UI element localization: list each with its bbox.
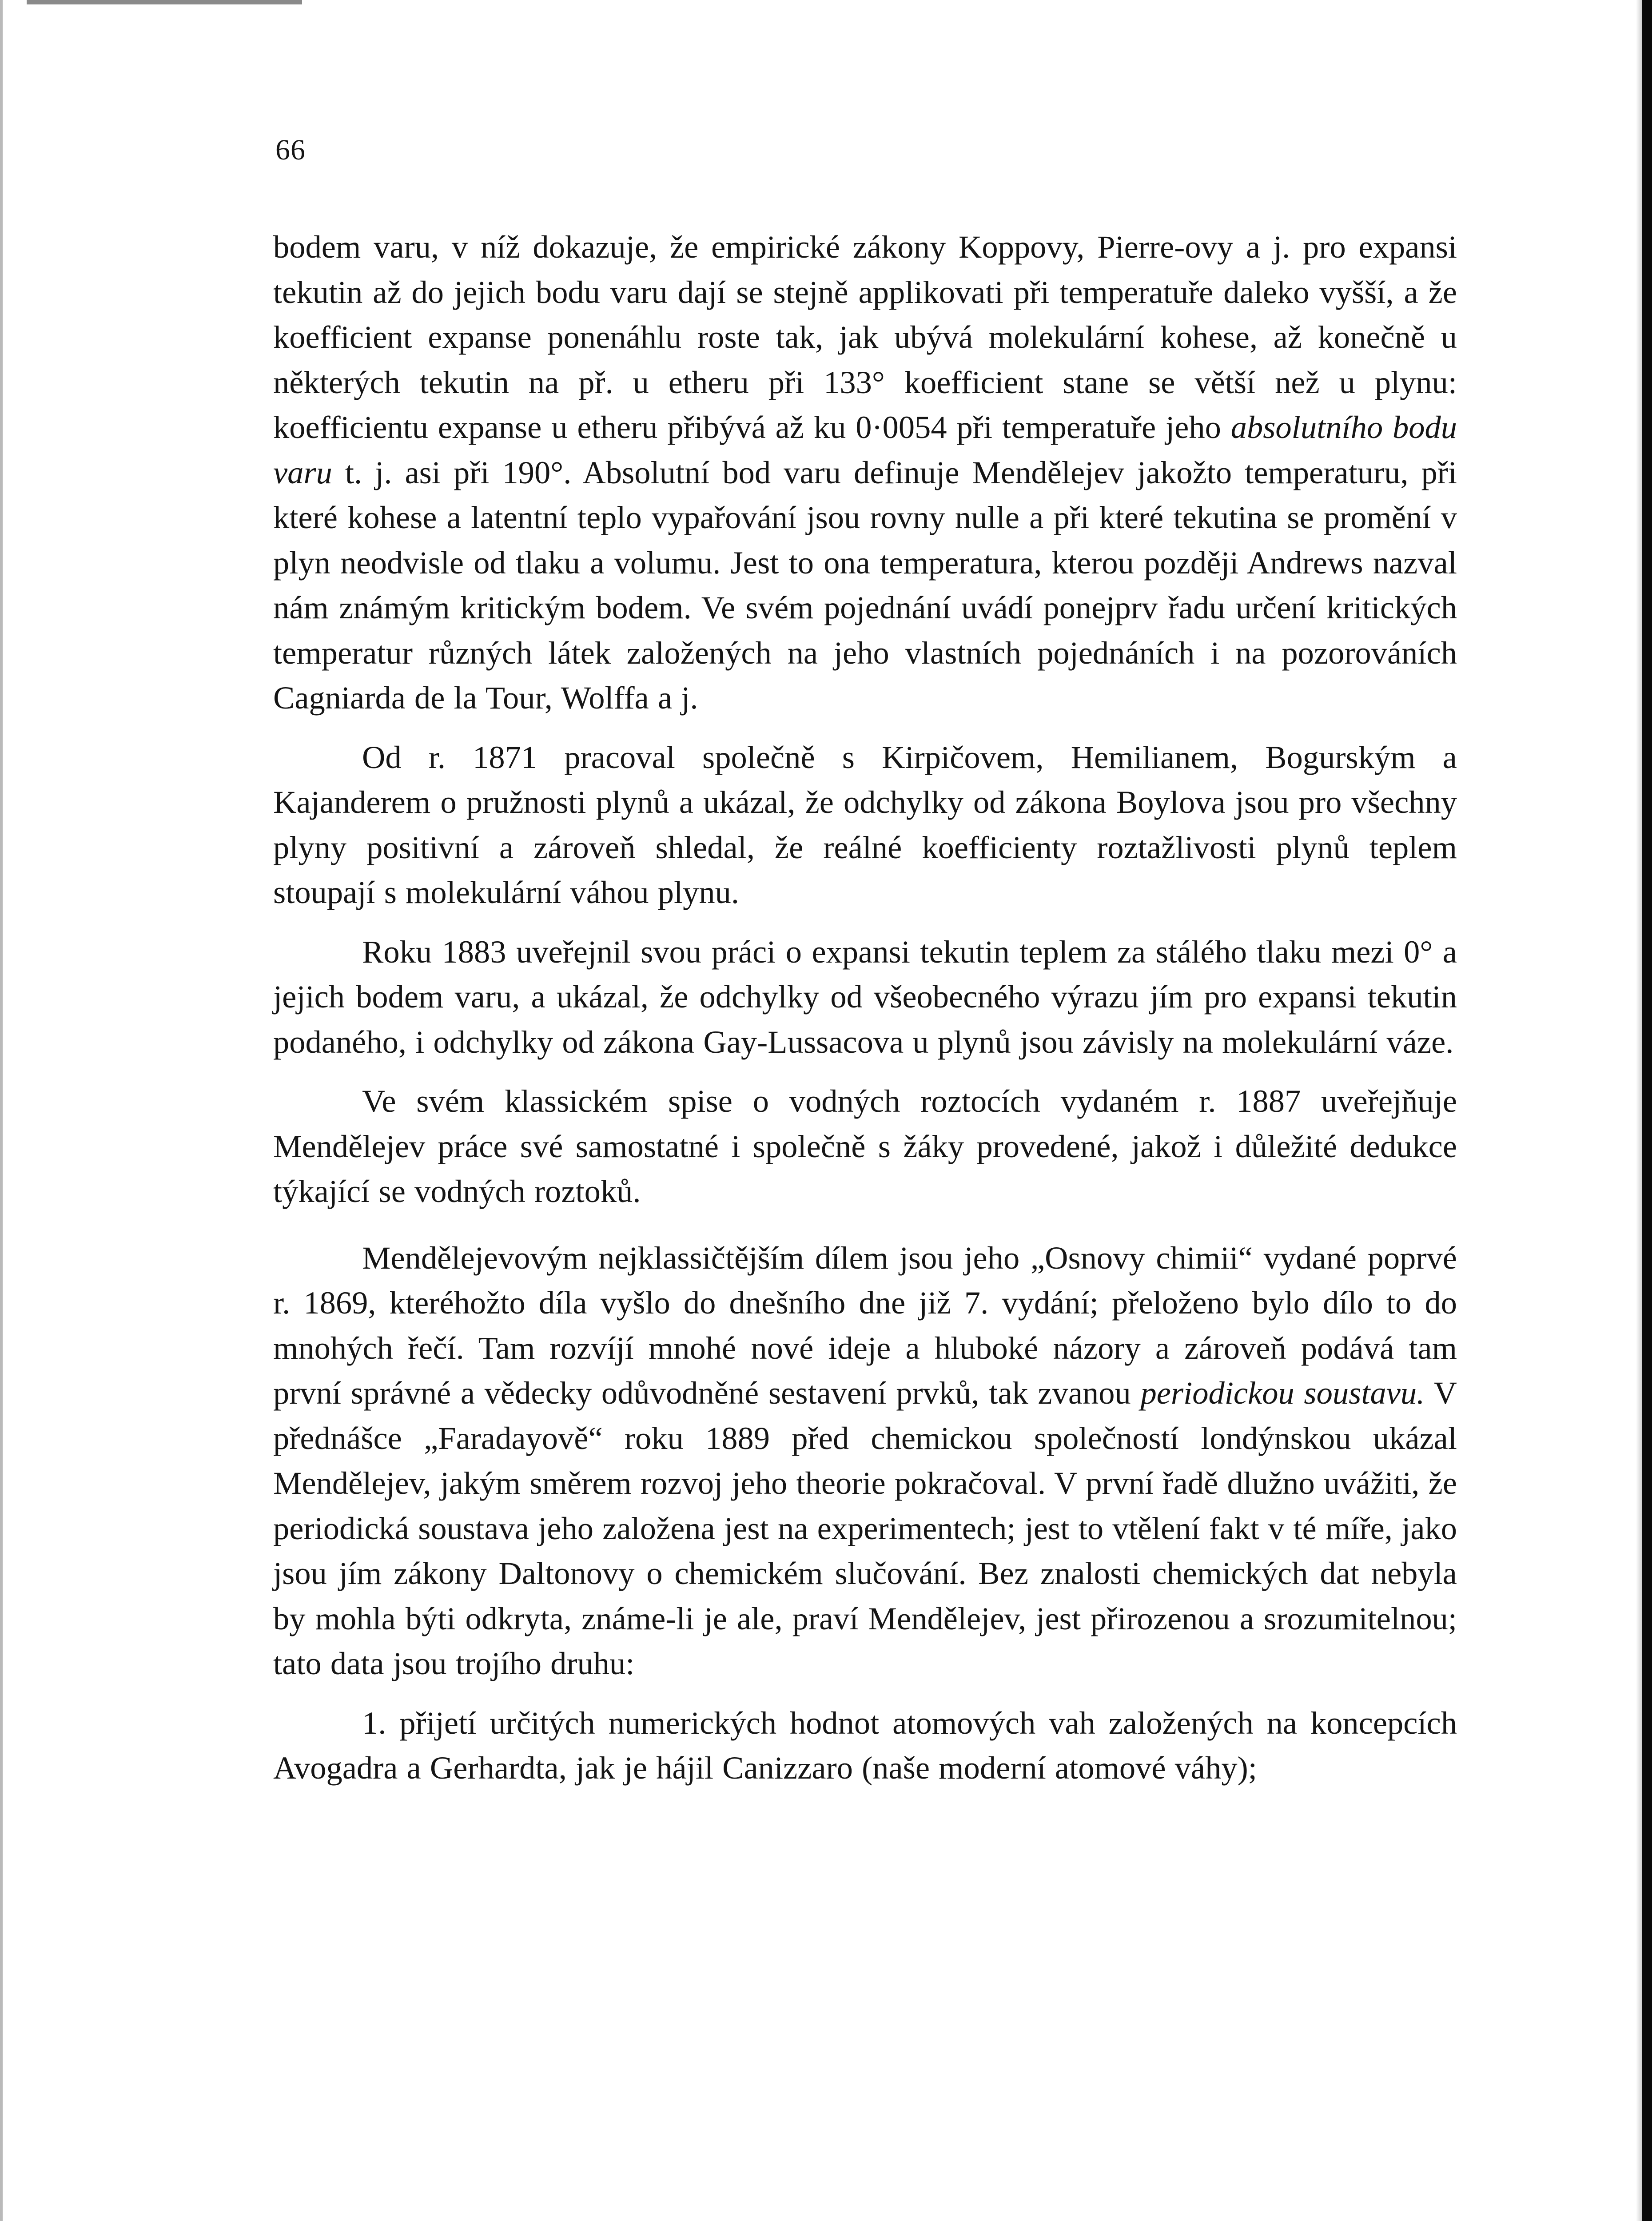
paragraph-4-text: Ve svém klassickém spise o vodných roztocích vydaném r. 1887 uveřejňuje Mendělejev práce své samostatné i společně s žáky provedené, jakož i důležité dedukce týkající se vodných roztoků. bbox=[273, 1083, 1457, 1209]
paragraph-5 bbox=[273, 1235, 1457, 1686]
page-number: 66 bbox=[275, 134, 306, 166]
paragraph-1-text-a: bodem varu, v níž dokazuje, že empirické zákony Koppovy, Pierre-ovy a j. pro expansi tekutin až do jejich bodu varu dají se stejně applikovati při temperatuře daleko vyšší, a že koefficient expanse ponenáhlu roste tak, jak ubývá molekulární kohese, až konečně u některých tekutin na př. u etheru při 133° koefficient stane se větší než u plynu: koefficientu expanse u etheru přibývá až ku 0·0054 při temperatuře jeho bbox=[273, 229, 1457, 445]
scan-border-right bbox=[1642, 0, 1652, 2221]
body-text bbox=[273, 224, 1457, 1791]
scan-border-right-shadow bbox=[1636, 0, 1642, 2221]
paragraph-3-text: Roku 1883 uveřejnil svou práci o expansi tekutin teplem za stálého tlaku mezi 0° a jejich bodem varu, a ukázal, že odchylky od všeobecného výrazu jím pro expansi tekutin podaného, i odchylky od zákona Gay-Lussacova u plynů jsou závisly na molekulární váze. bbox=[273, 933, 1457, 1060]
paragraph-6-list-item-1 bbox=[273, 1700, 1457, 1791]
paragraph-1 bbox=[273, 224, 1457, 720]
paragraph-3 bbox=[273, 929, 1457, 1065]
scan-border-left bbox=[0, 0, 3, 2221]
paragraph-5-text-a: Mendělejevovým nejklassičtějším dílem jsou jeho „Osnovy chimii“ vydané poprvé r. 1869, kteréhožto díla vyšlo do dnešního dne již 7. vydání; přeloženo bylo dílo to do mnohých řečí. Tam rozvíjí mnohé nové ideje a hluboké názory a zároveň podává tam první správné a vědecky odůvodněné sestavení prvků, tak zvanou bbox=[273, 1239, 1457, 1411]
paragraph-5-italic-periodic-system: periodickou soustavu. bbox=[1140, 1375, 1425, 1411]
paragraph-2 bbox=[273, 735, 1457, 915]
paragraph-1-italic-absolute-boiling-point: absolutního bodu varu bbox=[273, 409, 1457, 490]
paragraph-6-text: 1. přijetí určitých numerických hodnot atomových vah založených na koncepcích Avogadra a Gerhardta, jak je hájil Canizzaro (naše moderní atomové váhy); bbox=[273, 1704, 1457, 1786]
paragraph-5-text-b: V přednášce „Faradayově“ roku 1889 před chemickou společností londýnskou ukázal Mendělejev, jakým směrem rozvoj jeho theorie pokračoval. V první řadě dlužno uvážiti, že periodická soustava jeho založena jest na experimentech; jest to vtělení fakt v té míře, jako jsou jím zákony Daltonovy o chemickém slučování. Bez znalosti chemických dat nebyla by mohla býti odkryta, známe-li je ale, praví Mendělejev, jest přirozenou a srozumitelnou; tato data jsou trojího druhu: bbox=[273, 1375, 1457, 1681]
paragraph-2-text: Od r. 1871 pracoval společně s Kirpičovem, Hemilianem, Bogurským a Kajanderem o pružnosti plynů a ukázal, že odchylky od zákona Boylova jsou pro všechny plyny positivní a zároveň shledal, že reálné koefficienty roztažlivosti plynů teplem stoupají s molekulární váhou plynu. bbox=[273, 739, 1457, 910]
paragraph-1-text-b: t. j. asi při 190°. Absolutní bod varu definuje Mendělejev jakožto temperaturu, při které kohese a latentní teplo vypařování jsou rovny nulle a při které tekutina se promění v plyn neodvisle od tlaku a volumu. Jest to ona temperatura, kterou později Andrews nazval nám známým kritickým bodem. Ve svém pojednání uvádí ponejprv řadu určení kritických temperatur různých látek založených na jeho vlastních pojednáních i na pozorováních Cagniarda de la Tour, Wolffa a j. bbox=[273, 454, 1457, 716]
paragraph-4 bbox=[273, 1079, 1457, 1214]
scan-border-top bbox=[27, 0, 302, 4]
